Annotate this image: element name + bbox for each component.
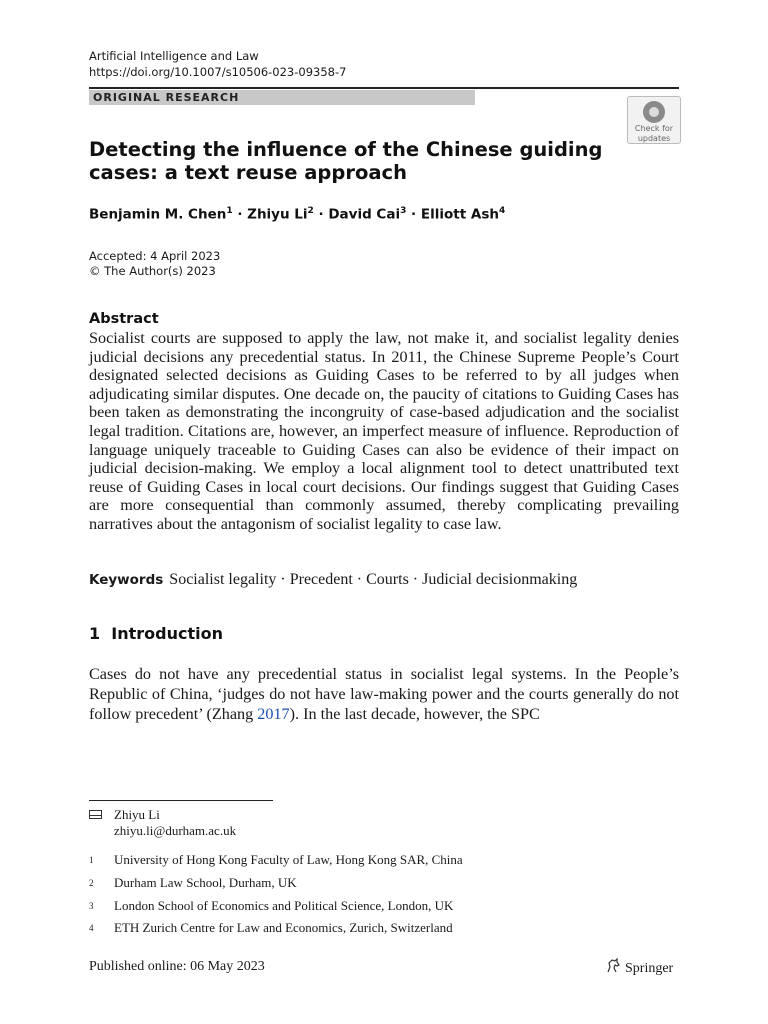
abstract-text: Socialist courts are supposed to apply the law, not make it, and socialist legality denies judicial decisions any precedential status. In 2011, the Chinese Supreme People’s Court designated selected decisions as Guiding Cases to be referred to by all judges when adjudicating similar disputes. One decade on, the paucity of citations to Guiding Cases has been taken as demonstrating the incongruity of case-based adjudication and the socialist legal tradition. Citations are, however, an imperfect measure of influence. Reproduction of language uniquely traceable to Guiding Cases can also be evidence of their impact on judicial decision-making. We employ a local alignment tool to detect unattributed text reuse of Guiding Cases in local court decisions. Our findings suggest that Guiding Cases are more consequential than commonly assumed, thereby complicating prevailing narratives about the antagonism of socialist legality to case law. (89, 329, 679, 533)
author-separator: · (232, 206, 248, 223)
author-name[interactable]: Elliott Ash (420, 206, 499, 223)
abstract-heading: Abstract (89, 311, 159, 327)
author-affiliation-number: 2 (307, 206, 314, 216)
author-name[interactable]: Benjamin M. Chen (89, 206, 227, 223)
keywords-list: Socialist legality · Precedent · Courts · Judicial decisionmaking (169, 571, 578, 588)
affiliation-item (89, 875, 297, 891)
publisher-name: Springer (625, 961, 674, 976)
affiliation-item (89, 852, 463, 868)
affiliation-item (89, 920, 453, 936)
affiliation-item (89, 898, 453, 914)
envelope-icon (89, 810, 102, 819)
article-title: Detecting the influence of the Chinese guiding cases: a text reuse approach (89, 138, 603, 184)
corresponding-author-email[interactable]: zhiyu.li@durham.ac.uk (114, 823, 237, 838)
affiliation-number: 1 (89, 855, 94, 865)
check-updates-label-1: Check for (634, 124, 674, 133)
publisher-logo (605, 958, 673, 977)
section-title: Introduction (111, 624, 223, 643)
affiliation-number: 4 (89, 923, 94, 933)
springer-horse-icon (605, 958, 621, 974)
affiliation-text: Durham Law School, Durham, UK (114, 875, 297, 890)
keywords-heading: Keywords (89, 572, 164, 588)
journal-name: Artificial Intelligence and Law (89, 49, 259, 63)
accepted-date: Accepted: 4 April 2023 (89, 249, 221, 263)
footnote-rule (89, 800, 273, 801)
introduction-paragraph (89, 664, 679, 724)
intro-text-start: Cases do not have any precedential status in socialist legal systems. In the People’s Republic of China, ‘judges do not have law-making power and the courts generally do not follow precedent’ (Zhang (89, 665, 679, 723)
affiliation-text: London School of Economics and Political Science, London, UK (114, 898, 454, 913)
copyright-notice: © The Author(s) 2023 (89, 264, 216, 278)
author-separator: · (406, 206, 421, 223)
section-number: 1 (89, 624, 101, 643)
article-category: ORIGINAL RESEARCH (89, 90, 475, 105)
section-heading (89, 624, 223, 643)
affiliation-number: 3 (89, 901, 94, 911)
check-updates-label-2: updates (637, 134, 671, 143)
check-updates-icon (643, 101, 665, 123)
author-list (89, 206, 505, 223)
author-affiliation-number: 3 (400, 206, 407, 216)
author-name[interactable]: Zhiyu Li (247, 206, 308, 223)
affiliation-number: 2 (89, 878, 94, 888)
author-affiliation-number: 1 (226, 206, 233, 216)
article-dates (89, 249, 220, 279)
corresponding-author-name: Zhiyu Li (114, 807, 160, 822)
author-name[interactable]: David Cai (328, 206, 401, 223)
header-rule (89, 87, 679, 89)
citation-link[interactable]: 2017 (257, 705, 290, 723)
journal-header (89, 48, 346, 80)
doi-link[interactable]: https://doi.org/10.1007/s10506-023-09358-7 (89, 65, 347, 79)
keywords (89, 571, 577, 589)
check-for-updates-button[interactable] (627, 96, 681, 144)
author-separator: · (313, 206, 329, 223)
affiliation-text: ETH Zurich Centre for Law and Economics, Zurich, Switzerland (114, 920, 453, 935)
published-online: Published online: 06 May 2023 (89, 959, 265, 974)
intro-text-end: ). In the last decade, however, the SPC (289, 705, 540, 723)
author-affiliation-number: 4 (498, 206, 506, 216)
affiliation-text: University of Hong Kong Faculty of Law, Hong Kong SAR, China (114, 852, 463, 867)
